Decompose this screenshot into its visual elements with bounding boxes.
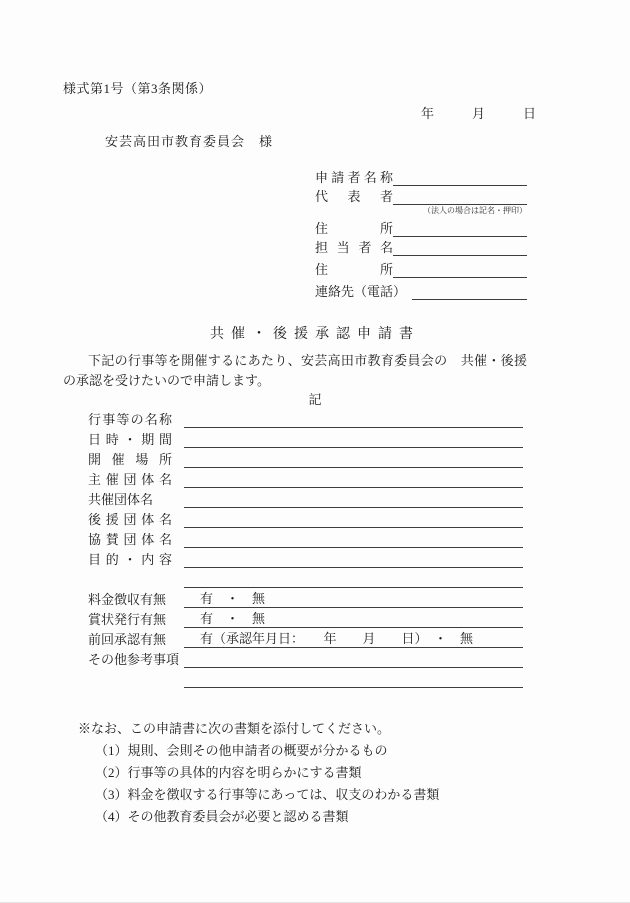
- field-row-date-period: [88, 428, 523, 448]
- purpose-continuation-line: [184, 567, 523, 588]
- field-row-fee-collection: [88, 588, 523, 608]
- field-row-previous-approval: [88, 628, 523, 648]
- other-notes-label: その他参考事項: [88, 652, 180, 667]
- co-organizer-label: 共催団体名: [88, 492, 154, 507]
- record-heading: 記: [308, 392, 322, 407]
- organizer-line: [184, 467, 523, 488]
- date-day-label: 日: [522, 106, 536, 121]
- field-row-other-notes-continuation: [88, 668, 523, 688]
- date-month-label: 月: [471, 106, 485, 121]
- field-row-organizer: [88, 468, 523, 488]
- event-name-label: 行事等の名称: [88, 412, 172, 427]
- field-row-co-organizer: [88, 488, 523, 508]
- attachment-note-item-2: （2）行事等の具体的内容を明らかにする書類: [95, 765, 362, 780]
- record-section: [88, 408, 523, 688]
- corporate-seal-note: （法人の場合は記名・押印）: [423, 206, 527, 215]
- attachment-note-item-3: （3）料金を徴収する行事等にあっては、収支のわかる書類: [95, 787, 440, 802]
- applicant-row-representative: [315, 186, 527, 205]
- field-row-supporter: [88, 508, 523, 528]
- certificate-issue-label: 賞状発行有無: [88, 612, 167, 627]
- fee-collection-line: [184, 587, 523, 608]
- certificate-issue-options: 有 ・ 無: [200, 611, 266, 626]
- purpose-line: [184, 547, 523, 568]
- intro-paragraph: 下記の行事等を開催するにあたり、安芸高田市教育委員会の 共催・後援 の承認を受けたいので申請します。: [63, 353, 541, 388]
- sponsor-label: 協賛団体名: [88, 532, 172, 547]
- representative-label: 代表者: [315, 189, 393, 204]
- attachment-note-item-1: （1）規則、会則その他申請者の概要が分かるもの: [95, 743, 388, 758]
- purpose-label: 目的・内容: [88, 552, 172, 567]
- addressee: 安芸高田市教育委員会 様: [105, 134, 274, 149]
- phone-label: 連絡先（電話）: [315, 284, 407, 299]
- address-2-line: [393, 255, 527, 278]
- supporter-line: [184, 507, 523, 528]
- other-notes-continuation-line: [184, 667, 523, 688]
- co-organizer-line: [184, 487, 523, 508]
- date-period-label: 日時・期間: [88, 432, 172, 447]
- field-row-purpose: [88, 548, 523, 568]
- event-name-line: [184, 407, 523, 428]
- organizer-label: 主催団体名: [88, 472, 172, 487]
- applicant-name-line: [393, 166, 527, 186]
- contact-person-label: 担当者名: [315, 240, 393, 255]
- venue-line: [184, 447, 523, 468]
- applicant-name-label: 申請者名称: [315, 170, 393, 185]
- field-row-event-name: [88, 408, 523, 428]
- form-number: 様式第1号（第3条関係）: [63, 81, 213, 96]
- field-row-other-notes: [88, 648, 523, 668]
- address-1-label: 住所: [315, 221, 393, 236]
- applicant-row-phone: [315, 278, 527, 300]
- previous-approval-label: 前回承認有無: [88, 632, 167, 647]
- fee-collection-options: 有 ・ 無: [200, 591, 266, 606]
- representative-line: [393, 185, 527, 205]
- applicant-section: [315, 167, 527, 300]
- applicant-row-address-2: [315, 256, 527, 278]
- previous-approval-line: [184, 627, 523, 648]
- venue-label: 開催場所: [88, 452, 172, 467]
- applicant-row-address-1: [315, 218, 527, 237]
- attachment-notes: [78, 718, 630, 828]
- applicant-row-name: [315, 167, 527, 186]
- attachment-note-item-4: （4）その他教育委員会が必要と認める書類: [95, 809, 349, 824]
- date-period-line: [184, 427, 523, 448]
- field-row-certificate-issue: [88, 608, 523, 628]
- date-year-label: 年: [420, 106, 434, 121]
- certificate-issue-line: [184, 607, 523, 628]
- contact-person-line: [393, 236, 527, 256]
- address-1-line: [393, 217, 527, 237]
- field-row-venue: [88, 448, 523, 468]
- previous-approval-options: 有（承認年月日： 年 月 日） ・ 無: [200, 631, 474, 646]
- supporter-label: 後援団体名: [88, 512, 172, 527]
- date-line: [0, 103, 630, 122]
- phone-line: [412, 277, 527, 300]
- field-row-sponsor: [88, 528, 523, 548]
- applicant-row-contact-person: [315, 237, 527, 256]
- other-notes-line: [184, 647, 523, 668]
- document-title: 共催・後援承認申請書: [210, 327, 420, 342]
- attachment-notes-intro: ※なお、この申請書に次の書類を添付してください。: [78, 721, 391, 736]
- sponsor-line: [184, 527, 523, 548]
- field-row-purpose-continuation: [88, 568, 523, 588]
- fee-collection-label: 料金徴収有無: [88, 592, 167, 607]
- address-2-label: 住所: [315, 262, 393, 277]
